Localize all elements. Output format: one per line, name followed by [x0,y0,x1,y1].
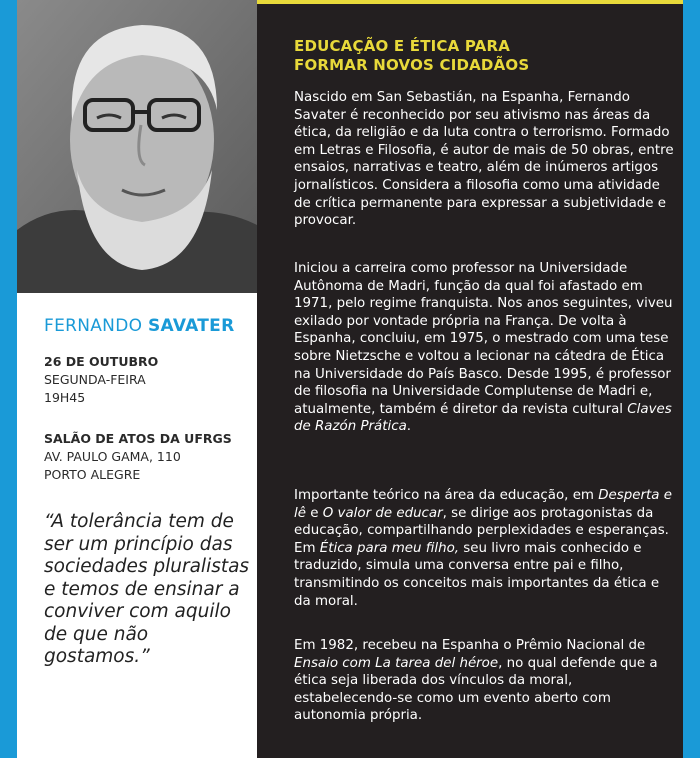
paragraph-3-intro: Importante teórico na área da educação, em [294,488,599,503]
article-panel [257,0,683,758]
article-paragraph-3 [294,487,674,610]
book-title-4: Ensaio com La tarea del héroe [294,655,499,671]
paragraph-3-end: seu livro mais conhecido e traduzido, simula uma conversa entre pai e filho, transmitindo os conceitos mais importantes da ética e da moral. [294,540,660,609]
book-title-2: O valor de educar [322,505,443,521]
speaker-photo [17,0,257,293]
article-paragraph-4 [294,637,674,725]
article-title [294,37,529,75]
right-blue-bar [683,0,700,758]
event-address: AV. PAULO GAMA, 110 [44,449,181,464]
book-title-1: Desperta e lê [294,488,672,521]
event-city: PORTO ALEGRE [44,467,141,482]
speaker-portrait-image [17,0,257,293]
speaker-last-name: SAVATER [147,316,235,336]
magazine-title: Claves de Razón Prática [294,401,672,435]
paragraph-4-end: , no qual defende que a ética seja liberada dos vínculos da moral, estabelecendo-se como um evento aberto com autonomia própria. [294,655,658,724]
speaker-panel [17,0,257,758]
event-datetime [44,353,158,407]
top-accent-line [257,0,683,4]
paragraph-3-mid-2: , se dirige aos protagonistas da educação, compartilhando perplexidades e esperanças. Em [294,505,669,556]
event-date: 26 DE OUTUBRO [44,354,159,369]
paragraph-2-text: Iniciou a carreira como professor na Universidade Autônoma de Madri, função da qual foi afastado em 1971, pelo regime franquista. Nos anos seguintes, viveu exilado por vontade própria na França. De volta à Espanha, concluiu, em 1975, o mestrado com uma tese sobre Nietzsche e voltou a lecionar na cátedra de Ética na Universidade do País Basco. Desde 1995, é professor de filosofia na Universidade Complutense de Madri e, atualmente, também é diretor da revista cultural [294,261,673,417]
event-venue: SALÃO DE ATOS DA UFRGS [44,431,232,446]
event-time: 19H45 [44,390,86,405]
speaker-first-name: FERNANDO [44,316,143,336]
paragraph-2-end: . [406,419,412,435]
event-weekday: SEGUNDA-FEIRA [44,372,146,387]
article-paragraph-1: Nascido em San Sebastián, na Espanha, Fernando Savater é reconhecido por seu ativismo nas áreas da ética, da religião e da luta contra o terrorismo. Formado em Letras e Filosofia, é autor de mais de 50 obras, entre ensaios, narrativas e teatro, além de inúmeros artigos jornalísticos. Considera a filosofia como uma atividade de crítica permanente para expressar a subjetividade e provocar. [294,90,674,229]
speaker-name [44,316,234,336]
article-title-line-1: EDUCAÇÃO E ÉTICA PARA [294,37,511,55]
article-paragraph-2 [294,260,674,436]
paragraph-3-mid-1: e [305,505,323,521]
paragraph-4-intro: Em 1982, recebeu na Espanha o Prêmio Nacional de [294,638,646,653]
speaker-quote: “A tolerância tem de ser um princípio das sociedades pluralistas e temos de ensinar a conviver com aquilo de que não gostamos.” [44,511,250,667]
left-blue-bar [0,0,17,758]
book-title-3: Ética para meu filho, [319,540,460,556]
article-title-line-2: FORMAR NOVOS CIDADÃOS [294,56,530,74]
event-location [44,430,232,484]
